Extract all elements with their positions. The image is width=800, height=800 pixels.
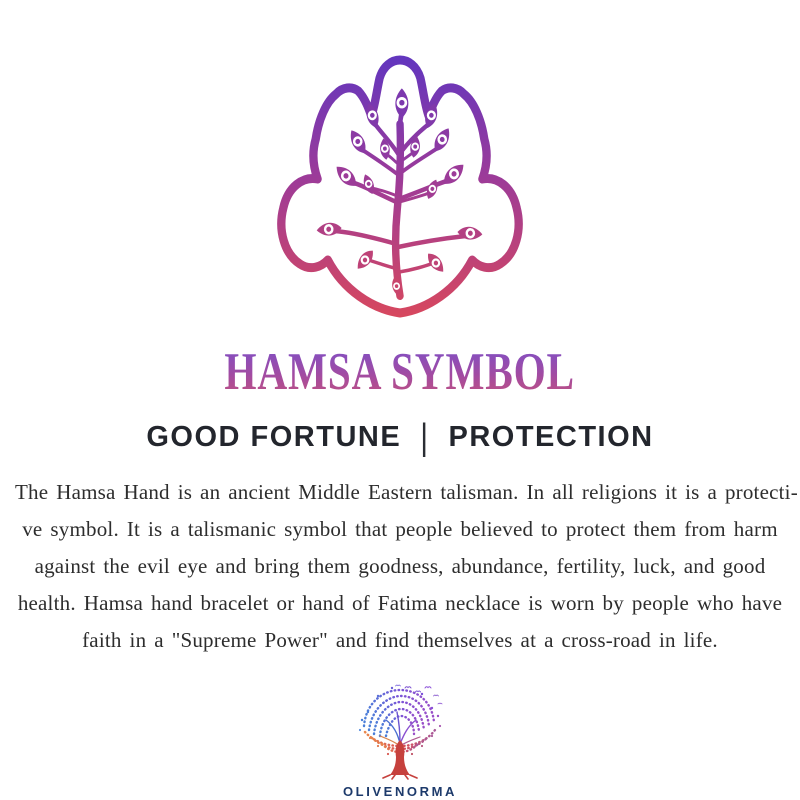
subtitle xyxy=(0,416,800,458)
hamsa-symbol-icon xyxy=(275,32,525,322)
page-title: HAMSA SYMBOL xyxy=(224,343,576,401)
paragraph-line: against the evil eye and bring them goodness, abundance, fertility, luck, and good xyxy=(34,554,766,578)
brand-name: OLIVENORMA xyxy=(342,784,458,799)
paragraph-line: faith in a "Supreme Power" and find themselves at a cross-road in life. xyxy=(82,628,718,652)
subtitle-right-label: PROTECTION xyxy=(448,421,654,453)
subtitle-separator-bar: | xyxy=(420,416,430,458)
paragraph-line: ve symbol. It is a talismanic symbol that people believed to protect them from harm xyxy=(22,517,778,541)
paragraph-line: The Hamsa Hand is an ancient Middle Eastern talisman. In all religions it is a protecti- xyxy=(15,480,798,504)
tree-of-life-logo-icon xyxy=(348,682,452,780)
brand-footer xyxy=(0,682,800,800)
paragraph-line: health. Hamsa hand bracelet or hand of Fatima necklace is worn by people who have xyxy=(17,591,783,615)
subtitle-left-label: GOOD FORTUNE xyxy=(146,421,402,453)
hero-section xyxy=(0,0,800,322)
description-paragraph xyxy=(15,474,798,659)
